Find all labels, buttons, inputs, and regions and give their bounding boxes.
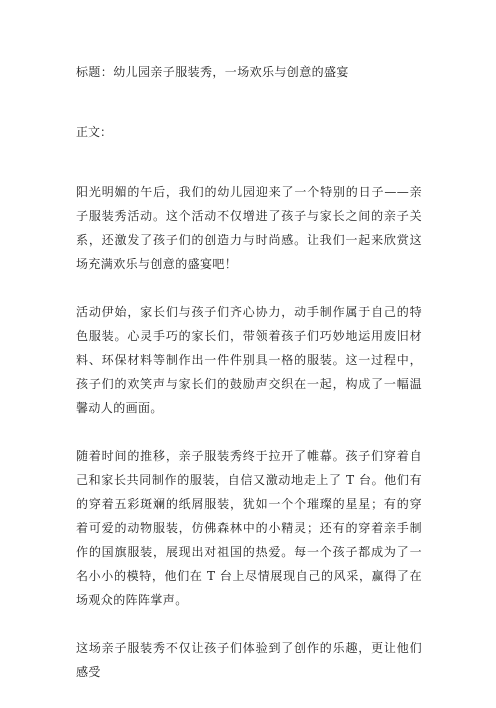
paragraph-fashion-show: 随着时间的推移，亲子服装秀终于拉开了帷幕。孩子们穿着自己和家长共同制作的服装，自信又激动地走上了 T 台。他们有的穿着五彩斑斓的纸屑服装，犹如一个个璀璨的星星；有的穿着可爱的动物服装，仿佛森林中的小精灵；还有的穿着亲手制作的国旗服装，展现出对祖国的热爱。每一个孩子都成为了一名小小的模特，他们在 T 台上尽情展现自己的风采，赢得了在场观众的阵阵掌声。 [76, 449, 422, 607]
paragraph-making-costumes: 活动伊始，家长们与孩子们齐心协力，动手制作属于自己的特色服装。心灵手巧的家长们，带领着孩子们巧妙地运用废旧材料、环保材料等制作出一件件别具一格的服装。这一过程中，孩子们的欢笑声与家长们的鼓励声交织在一起，构成了一幅温馨动人的画面。 [76, 305, 422, 415]
body-label: 正文： [76, 125, 113, 139]
document-title: 标题：幼儿园亲子服装秀，一场欢乐与创意的盛宴 [76, 65, 349, 79]
paragraph-intro: 阳光明媚的午后，我们的幼儿园迎来了一个特别的日子——亲子服装秀活动。这个活动不仅增进了孩子与家长之间的亲子关系，还激发了孩子们的创造力与时尚感。让我们一起来欣赏这场充满欢乐与创意的盛宴吧！ [76, 185, 422, 271]
document-content [76, 62, 422, 708]
paragraph-conclusion: 这场亲子服装秀不仅让孩子们体验到了创作的乐趣，更让他们感受 [76, 641, 422, 679]
